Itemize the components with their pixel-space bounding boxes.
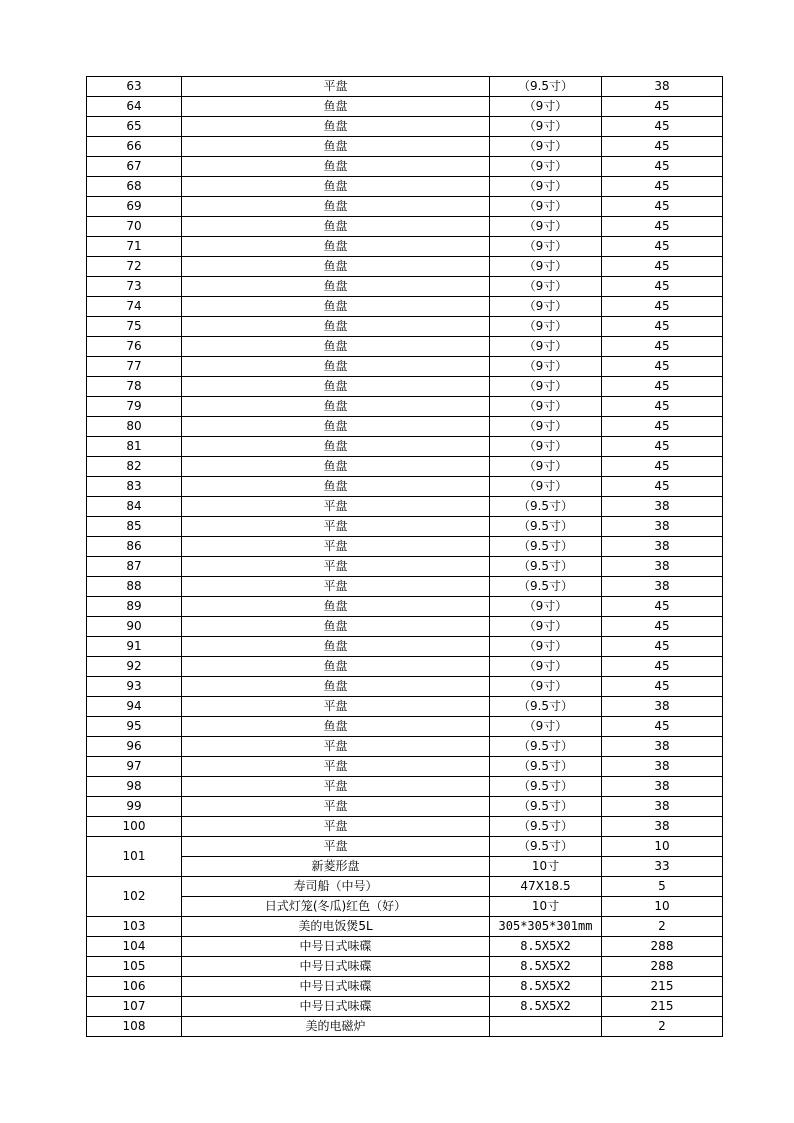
item-qty-cell: 38 — [602, 517, 723, 537]
item-qty-cell: 38 — [602, 817, 723, 837]
item-name-cell: 鱼盘 — [182, 337, 490, 357]
item-spec-cell: （9.5寸） — [490, 757, 602, 777]
table-row — [87, 177, 723, 197]
item-qty-cell: 45 — [602, 297, 723, 317]
item-spec-cell: （9寸） — [490, 457, 602, 477]
item-qty-cell: 38 — [602, 557, 723, 577]
item-spec-cell: （9.5寸） — [490, 817, 602, 837]
table-row — [87, 957, 723, 977]
item-qty-cell: 45 — [602, 477, 723, 497]
item-name-cell: 鱼盘 — [182, 157, 490, 177]
item-spec-cell: （9寸） — [490, 637, 602, 657]
row-number-cell: 91 — [87, 637, 182, 657]
item-name-cell: 鱼盘 — [182, 277, 490, 297]
row-number-cell: 79 — [87, 397, 182, 417]
item-spec-cell: （9寸） — [490, 657, 602, 677]
row-number-cell: 76 — [87, 337, 182, 357]
row-number-cell: 71 — [87, 237, 182, 257]
table-row — [87, 757, 723, 777]
item-spec-cell: （9寸） — [490, 217, 602, 237]
item-qty-cell: 45 — [602, 237, 723, 257]
item-qty-cell: 2 — [602, 1017, 723, 1037]
row-number-cell: 96 — [87, 737, 182, 757]
row-number-cell: 98 — [87, 777, 182, 797]
item-spec-cell: （9寸） — [490, 357, 602, 377]
table-row — [87, 377, 723, 397]
table-row — [87, 357, 723, 377]
row-number-cell: 63 — [87, 77, 182, 97]
item-qty-cell: 45 — [602, 277, 723, 297]
table-row — [87, 777, 723, 797]
table-row — [87, 857, 723, 877]
table-row — [87, 977, 723, 997]
row-number-cell: 82 — [87, 457, 182, 477]
item-qty-cell: 38 — [602, 797, 723, 817]
table-row — [87, 557, 723, 577]
item-qty-cell: 10 — [602, 897, 723, 917]
row-number-cell: 102 — [87, 877, 182, 917]
row-number-cell: 70 — [87, 217, 182, 237]
table-row — [87, 1017, 723, 1037]
table-row — [87, 197, 723, 217]
row-number-cell: 85 — [87, 517, 182, 537]
item-spec-cell: （9寸） — [490, 617, 602, 637]
item-qty-cell: 38 — [602, 737, 723, 757]
item-name-cell: 平盘 — [182, 697, 490, 717]
table-row — [87, 877, 723, 897]
item-name-cell: 鱼盘 — [182, 457, 490, 477]
item-qty-cell: 288 — [602, 957, 723, 977]
item-spec-cell: 47X18.5 — [490, 877, 602, 897]
table-row — [87, 717, 723, 737]
table-row — [87, 217, 723, 237]
table-row — [87, 817, 723, 837]
row-number-cell: 89 — [87, 597, 182, 617]
item-name-cell: 鱼盘 — [182, 357, 490, 377]
item-name-cell: 平盘 — [182, 557, 490, 577]
item-qty-cell: 38 — [602, 497, 723, 517]
item-spec-cell: （9寸） — [490, 597, 602, 617]
item-spec-cell: （9.5寸） — [490, 557, 602, 577]
item-name-cell: 鱼盘 — [182, 177, 490, 197]
item-spec-cell: 305*305*301mm — [490, 917, 602, 937]
item-spec-cell: 8.5X5X2 — [490, 997, 602, 1017]
item-qty-cell: 215 — [602, 997, 723, 1017]
item-name-cell: 鱼盘 — [182, 97, 490, 117]
item-qty-cell: 45 — [602, 717, 723, 737]
item-qty-cell: 38 — [602, 77, 723, 97]
item-spec-cell: （9寸） — [490, 257, 602, 277]
item-name-cell: 鱼盘 — [182, 217, 490, 237]
table-row — [87, 997, 723, 1017]
table-row — [87, 397, 723, 417]
item-qty-cell: 2 — [602, 917, 723, 937]
item-qty-cell: 45 — [602, 257, 723, 277]
row-number-cell: 107 — [87, 997, 182, 1017]
item-qty-cell: 45 — [602, 197, 723, 217]
item-spec-cell: （9寸） — [490, 417, 602, 437]
table-row — [87, 237, 723, 257]
item-spec-cell: 8.5X5X2 — [490, 937, 602, 957]
table-row — [87, 297, 723, 317]
item-name-cell: 鱼盘 — [182, 657, 490, 677]
item-qty-cell: 45 — [602, 317, 723, 337]
item-name-cell: 平盘 — [182, 77, 490, 97]
item-qty-cell: 45 — [602, 357, 723, 377]
row-number-cell: 80 — [87, 417, 182, 437]
item-name-cell: 鱼盘 — [182, 117, 490, 137]
table-row — [87, 257, 723, 277]
table-row — [87, 937, 723, 957]
inventory-table — [86, 76, 723, 1037]
item-name-cell: 鱼盘 — [182, 317, 490, 337]
row-number-cell: 81 — [87, 437, 182, 457]
row-number-cell: 90 — [87, 617, 182, 637]
item-qty-cell: 33 — [602, 857, 723, 877]
table-row — [87, 477, 723, 497]
item-spec-cell: （9寸） — [490, 477, 602, 497]
item-spec-cell: （9.5寸） — [490, 777, 602, 797]
item-spec-cell: （9寸） — [490, 97, 602, 117]
item-name-cell: 鱼盘 — [182, 397, 490, 417]
item-name-cell: 平盘 — [182, 497, 490, 517]
row-number-cell: 74 — [87, 297, 182, 317]
row-number-cell: 83 — [87, 477, 182, 497]
item-name-cell: 鱼盘 — [182, 137, 490, 157]
table-row — [87, 117, 723, 137]
table-row — [87, 137, 723, 157]
item-name-cell: 中号日式味碟 — [182, 957, 490, 977]
item-name-cell: 鱼盘 — [182, 297, 490, 317]
item-name-cell: 鱼盘 — [182, 717, 490, 737]
item-qty-cell: 288 — [602, 937, 723, 957]
item-spec-cell: （9寸） — [490, 717, 602, 737]
row-number-cell: 105 — [87, 957, 182, 977]
row-number-cell: 100 — [87, 817, 182, 837]
table-row — [87, 457, 723, 477]
item-spec-cell: （9.5寸） — [490, 77, 602, 97]
item-name-cell: 鱼盘 — [182, 377, 490, 397]
item-name-cell: 平盘 — [182, 537, 490, 557]
row-number-cell: 95 — [87, 717, 182, 737]
item-spec-cell: （9.5寸） — [490, 697, 602, 717]
item-qty-cell: 45 — [602, 177, 723, 197]
row-number-cell: 94 — [87, 697, 182, 717]
table-row — [87, 657, 723, 677]
item-qty-cell: 45 — [602, 217, 723, 237]
item-qty-cell: 38 — [602, 537, 723, 557]
item-qty-cell: 215 — [602, 977, 723, 997]
item-name-cell: 鱼盘 — [182, 197, 490, 217]
table-row — [87, 897, 723, 917]
row-number-cell: 108 — [87, 1017, 182, 1037]
item-spec-cell: 10寸 — [490, 857, 602, 877]
row-number-cell: 68 — [87, 177, 182, 197]
table-row — [87, 617, 723, 637]
table-row — [87, 157, 723, 177]
item-spec-cell: （9寸） — [490, 677, 602, 697]
table-row — [87, 637, 723, 657]
item-name-cell: 鱼盘 — [182, 477, 490, 497]
item-qty-cell: 45 — [602, 677, 723, 697]
inventory-table-body — [87, 77, 723, 1037]
item-qty-cell: 45 — [602, 157, 723, 177]
table-row — [87, 537, 723, 557]
row-number-cell: 87 — [87, 557, 182, 577]
item-spec-cell: （9寸） — [490, 137, 602, 157]
table-row — [87, 317, 723, 337]
item-spec-cell: （9寸） — [490, 237, 602, 257]
table-row — [87, 497, 723, 517]
item-spec-cell: （9.5寸） — [490, 837, 602, 857]
item-qty-cell: 45 — [602, 617, 723, 637]
item-qty-cell: 45 — [602, 337, 723, 357]
table-row — [87, 797, 723, 817]
item-qty-cell: 45 — [602, 117, 723, 137]
item-spec-cell: （9寸） — [490, 337, 602, 357]
item-spec-cell: （9寸） — [490, 317, 602, 337]
item-spec-cell: （9.5寸） — [490, 577, 602, 597]
row-number-cell: 65 — [87, 117, 182, 137]
row-number-cell: 103 — [87, 917, 182, 937]
item-name-cell: 鱼盘 — [182, 637, 490, 657]
table-row — [87, 677, 723, 697]
item-spec-cell: （9寸） — [490, 197, 602, 217]
table-row — [87, 597, 723, 617]
row-number-cell: 88 — [87, 577, 182, 597]
row-number-cell: 77 — [87, 357, 182, 377]
item-spec-cell: （9.5寸） — [490, 797, 602, 817]
item-name-cell: 中号日式味碟 — [182, 997, 490, 1017]
item-qty-cell: 45 — [602, 377, 723, 397]
item-qty-cell: 10 — [602, 837, 723, 857]
table-row — [87, 437, 723, 457]
item-spec-cell: 8.5X5X2 — [490, 977, 602, 997]
item-name-cell: 鱼盘 — [182, 437, 490, 457]
item-spec-cell: （9.5寸） — [490, 737, 602, 757]
table-row — [87, 337, 723, 357]
item-spec-cell: （9寸） — [490, 177, 602, 197]
row-number-cell: 64 — [87, 97, 182, 117]
item-qty-cell: 45 — [602, 457, 723, 477]
row-number-cell: 73 — [87, 277, 182, 297]
item-spec-cell: （9.5寸） — [490, 517, 602, 537]
item-name-cell: 中号日式味碟 — [182, 937, 490, 957]
row-number-cell: 86 — [87, 537, 182, 557]
item-spec-cell: （9寸） — [490, 277, 602, 297]
row-number-cell: 99 — [87, 797, 182, 817]
item-name-cell: 寿司船（中号） — [182, 877, 490, 897]
table-row — [87, 517, 723, 537]
table-row — [87, 837, 723, 857]
item-name-cell: 鱼盘 — [182, 597, 490, 617]
row-number-cell: 75 — [87, 317, 182, 337]
item-spec-cell: （9.5寸） — [490, 497, 602, 517]
item-name-cell: 新菱形盘 — [182, 857, 490, 877]
item-name-cell: 平盘 — [182, 837, 490, 857]
row-number-cell: 67 — [87, 157, 182, 177]
table-row — [87, 697, 723, 717]
item-name-cell: 平盘 — [182, 777, 490, 797]
item-qty-cell: 45 — [602, 97, 723, 117]
item-qty-cell: 38 — [602, 777, 723, 797]
item-qty-cell: 38 — [602, 697, 723, 717]
item-name-cell: 平盘 — [182, 577, 490, 597]
item-spec-cell — [490, 1017, 602, 1037]
item-name-cell: 美的电饭煲5L — [182, 917, 490, 937]
row-number-cell: 92 — [87, 657, 182, 677]
table-row — [87, 577, 723, 597]
row-number-cell: 84 — [87, 497, 182, 517]
row-number-cell: 106 — [87, 977, 182, 997]
row-number-cell: 104 — [87, 937, 182, 957]
table-row — [87, 917, 723, 937]
item-qty-cell: 45 — [602, 417, 723, 437]
item-name-cell: 平盘 — [182, 797, 490, 817]
row-number-cell: 69 — [87, 197, 182, 217]
item-spec-cell: （9寸） — [490, 297, 602, 317]
row-number-cell: 66 — [87, 137, 182, 157]
row-number-cell: 97 — [87, 757, 182, 777]
item-spec-cell: （9.5寸） — [490, 537, 602, 557]
row-number-cell: 72 — [87, 257, 182, 277]
item-name-cell: 鱼盘 — [182, 417, 490, 437]
table-row — [87, 77, 723, 97]
item-spec-cell: 8.5X5X2 — [490, 957, 602, 977]
item-name-cell: 鱼盘 — [182, 237, 490, 257]
item-qty-cell: 45 — [602, 397, 723, 417]
item-qty-cell: 45 — [602, 597, 723, 617]
item-qty-cell: 38 — [602, 757, 723, 777]
table-row — [87, 277, 723, 297]
row-number-cell: 101 — [87, 837, 182, 877]
row-number-cell: 78 — [87, 377, 182, 397]
table-row — [87, 737, 723, 757]
item-name-cell: 美的电磁炉 — [182, 1017, 490, 1037]
table-row — [87, 417, 723, 437]
item-spec-cell: （9寸） — [490, 397, 602, 417]
item-qty-cell: 45 — [602, 637, 723, 657]
item-name-cell: 平盘 — [182, 757, 490, 777]
item-name-cell: 中号日式味碟 — [182, 977, 490, 997]
row-number-cell: 93 — [87, 677, 182, 697]
item-spec-cell: 10寸 — [490, 897, 602, 917]
item-name-cell: 日式灯笼(冬瓜)红色（好） — [182, 897, 490, 917]
item-qty-cell: 45 — [602, 137, 723, 157]
item-qty-cell: 38 — [602, 577, 723, 597]
item-name-cell: 平盘 — [182, 817, 490, 837]
item-spec-cell: （9寸） — [490, 377, 602, 397]
item-qty-cell: 45 — [602, 657, 723, 677]
item-qty-cell: 5 — [602, 877, 723, 897]
table-row — [87, 97, 723, 117]
item-name-cell: 平盘 — [182, 517, 490, 537]
item-name-cell: 平盘 — [182, 737, 490, 757]
item-name-cell: 鱼盘 — [182, 617, 490, 637]
item-qty-cell: 45 — [602, 437, 723, 457]
item-spec-cell: （9寸） — [490, 437, 602, 457]
item-spec-cell: （9寸） — [490, 157, 602, 177]
item-name-cell: 鱼盘 — [182, 257, 490, 277]
item-spec-cell: （9寸） — [490, 117, 602, 137]
item-name-cell: 鱼盘 — [182, 677, 490, 697]
